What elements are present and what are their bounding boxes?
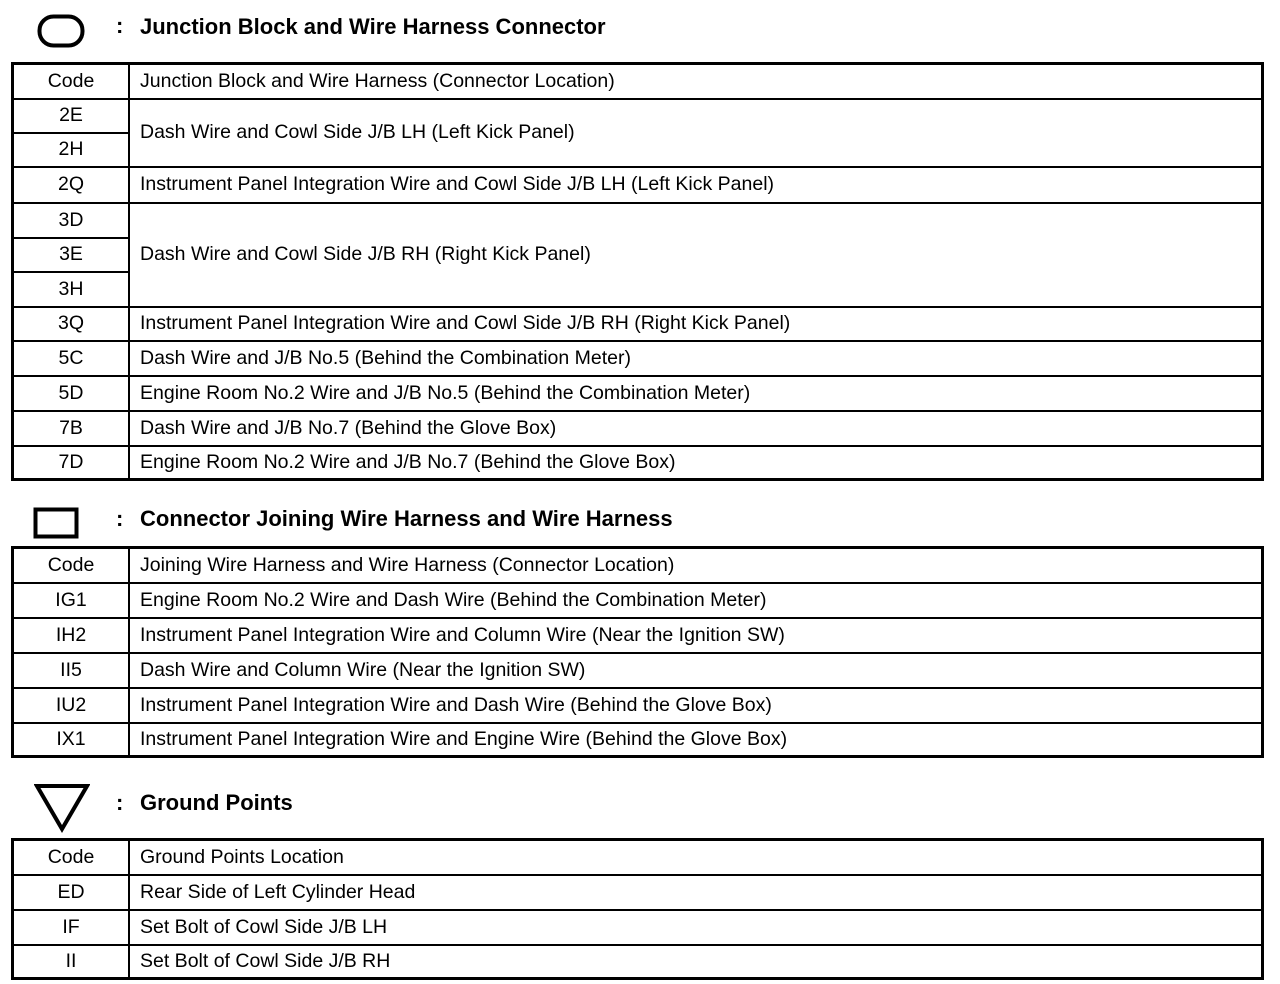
table-row [13,446,1263,480]
table-header-row [13,548,1263,583]
location-column-header: Joining Wire Harness and Wire Harness (Connector Location) [129,548,1263,583]
code-column-header: Code [13,64,130,99]
heading-colon: : [116,790,124,815]
table-row [13,99,1263,133]
code-column-header: Code [13,840,130,875]
ground-section-heading [0,782,1280,822]
location-column-header: Ground Points Location [129,840,1263,875]
table-row [13,411,1263,446]
location-cell: Rear Side of Left Cylinder Head [129,875,1263,910]
heading-colon: : [116,13,124,38]
code-cell: 5C [13,341,130,376]
code-cell: 2H [13,133,130,167]
code-cell: ED [13,875,130,910]
table-row [13,910,1263,945]
location-cell: Engine Room No.2 Wire and Dash Wire (Behind the Combination Meter) [129,583,1263,618]
rounded-oval-icon [37,14,85,53]
location-cell: Instrument Panel Integration Wire and Column Wire (Near the Ignition SW) [129,618,1263,653]
table-row [13,307,1263,341]
location-cell: Dash Wire and Column Wire (Near the Ignition SW) [129,653,1263,688]
table-row [13,875,1263,910]
location-cell: Instrument Panel Integration Wire and Engine Wire (Behind the Glove Box) [129,723,1263,757]
code-cell: IH2 [13,618,130,653]
code-cell: 3D [13,203,130,238]
table-row [13,203,1263,238]
table-header-row [13,64,1263,99]
location-cell: Instrument Panel Integration Wire and Dash Wire (Behind the Glove Box) [129,688,1263,723]
table-row [13,341,1263,376]
table-row [13,723,1263,757]
code-cell: IG1 [13,583,130,618]
code-cell: 3H [13,272,130,307]
code-cell: 2Q [13,167,130,203]
location-cell: Set Bolt of Cowl Side J/B LH [129,910,1263,945]
heading-colon: : [116,506,124,531]
code-cell: 5D [13,376,130,411]
table-row [13,653,1263,688]
ground-table [11,838,1264,980]
location-cell: Dash Wire and Cowl Side J/B LH (Left Kick Panel) [129,99,1263,167]
code-cell: IU2 [13,688,130,723]
code-column-header: Code [13,548,130,583]
code-cell: IX1 [13,723,130,757]
triangle-down-icon [34,783,90,838]
code-cell: 7D [13,446,130,480]
table-header-row [13,840,1263,875]
location-cell: Instrument Panel Integration Wire and Cowl Side J/B LH (Left Kick Panel) [129,167,1263,203]
code-cell: 3Q [13,307,130,341]
location-cell: Dash Wire and Cowl Side J/B RH (Right Kick Panel) [129,203,1263,307]
table-row [13,167,1263,203]
code-cell: II [13,945,130,979]
location-cell: Instrument Panel Integration Wire and Cowl Side J/B RH (Right Kick Panel) [129,307,1263,341]
table-row [13,618,1263,653]
location-column-header: Junction Block and Wire Harness (Connector Location) [129,64,1263,99]
location-cell: Set Bolt of Cowl Side J/B RH [129,945,1263,979]
section-title: Junction Block and Wire Harness Connector [140,14,606,39]
location-cell: Dash Wire and J/B No.5 (Behind the Combination Meter) [129,341,1263,376]
table-row [13,376,1263,411]
square-icon [33,507,79,544]
location-cell: Engine Room No.2 Wire and J/B No.7 (Behind the Glove Box) [129,446,1263,480]
section-title: Ground Points [140,790,293,815]
connector-table [11,546,1264,758]
code-cell: IF [13,910,130,945]
section-title: Connector Joining Wire Harness and Wire Harness [140,506,673,531]
location-cell: Engine Room No.2 Wire and J/B No.5 (Behind the Combination Meter) [129,376,1263,411]
junction-section-heading [0,6,1280,46]
code-cell: 7B [13,411,130,446]
location-cell: Dash Wire and J/B No.7 (Behind the Glove Box) [129,411,1263,446]
junction-table [11,62,1264,481]
code-cell: II5 [13,653,130,688]
table-row [13,583,1263,618]
table-row [13,945,1263,979]
table-row [13,688,1263,723]
connector-section-heading [0,498,1280,538]
code-cell: 2E [13,99,130,133]
code-cell: 3E [13,238,130,272]
